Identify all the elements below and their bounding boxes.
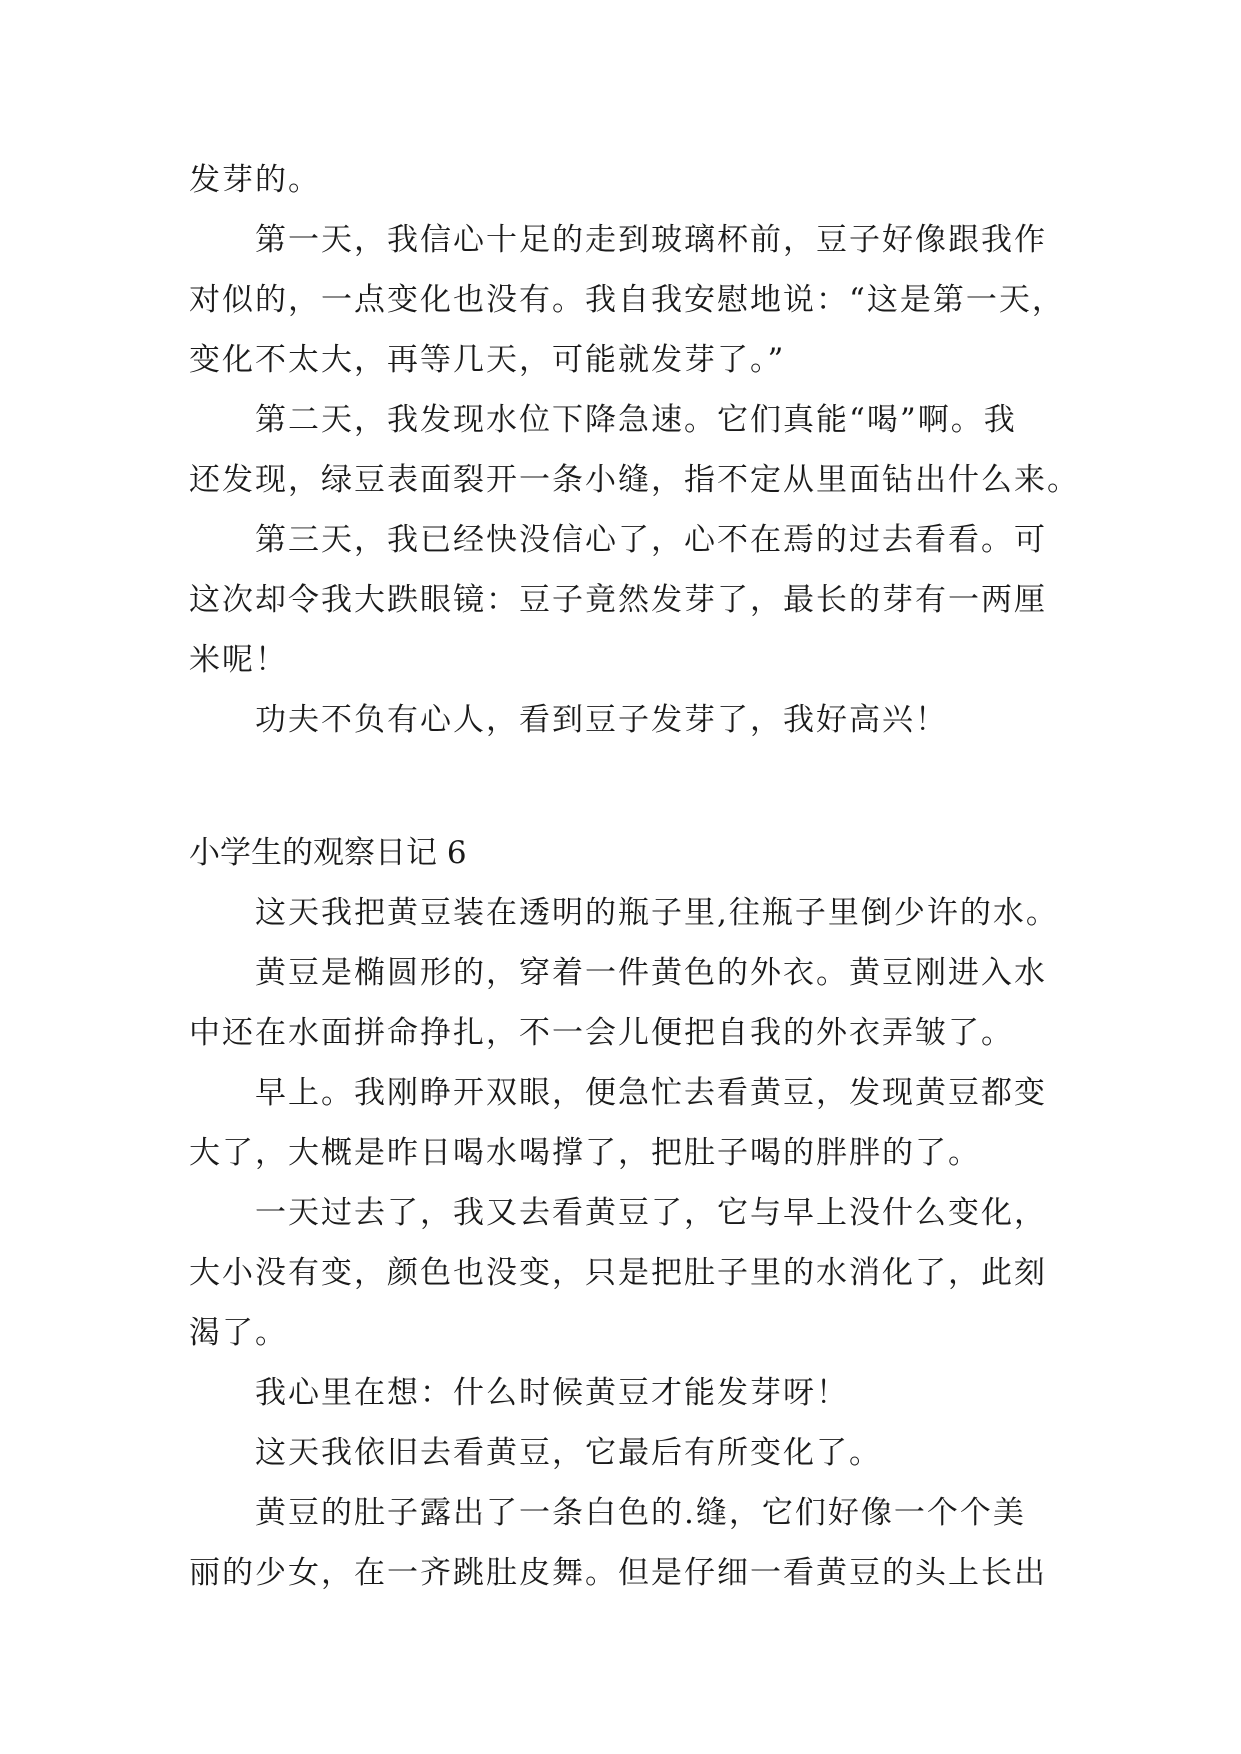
document-body xyxy=(189,150,1080,1603)
paragraph-line: 变化不太大，再等几天，可能就发芽了。” xyxy=(189,342,786,378)
section-heading: 小学生的观察日记 6 xyxy=(189,835,467,871)
paragraph-line: 中还在水面拼命挣扎，不一会儿便把自我的外衣弄皱了。 xyxy=(189,1015,1014,1051)
paragraph-line: 功夫不负有心人，看到豆子发芽了，我好高兴！ xyxy=(255,702,948,738)
paragraph-line: 大小没有变，颜色也没变，只是把肚子里的水消化了，此刻 xyxy=(189,1255,1047,1291)
paragraph-line: 黄豆是椭圆形的，穿着一件黄色的外衣。黄豆刚进入水 xyxy=(255,955,1047,991)
paragraph-line: 大了，大概是昨日喝水喝撑了，把肚子喝的胖胖的了。 xyxy=(189,1135,981,1171)
paragraph-line: 第一天，我信心十足的走到玻璃杯前，豆子好像跟我作 xyxy=(255,222,1047,258)
paragraph-line: 第三天，我已经快没信心了，心不在焉的过去看看。可 xyxy=(255,522,1047,558)
paragraph-line: 第二天，我发现水位下降急速。它们真能“喝”啊。我 xyxy=(255,402,1017,438)
paragraph-line: 一天过去了，我又去看黄豆了，它与早上没什么变化， xyxy=(255,1195,1047,1231)
paragraph-line: 这次却令我大跌眼镜：豆子竟然发芽了，最长的芽有一两厘 xyxy=(189,582,1047,618)
paragraph-line: 还发现，绿豆表面裂开一条小缝，指不定从里面钻出什么来。 xyxy=(189,462,1080,498)
paragraph-line: 这天我依旧去看黄豆，它最后有所变化了。 xyxy=(255,1435,882,1471)
paragraph-line: 丽的少女，在一齐跳肚皮舞。但是仔细一看黄豆的头上长出 xyxy=(189,1555,1047,1591)
section-spacer xyxy=(189,750,1055,823)
paragraph-line: 米呢！ xyxy=(189,642,288,678)
paragraph-line: 早上。我刚睁开双眼，便急忙去看黄豆，发现黄豆都变 xyxy=(255,1075,1047,1111)
paragraph-line: 发芽的。 xyxy=(189,162,321,198)
paragraph-line: 黄豆的肚子露出了一条白色的.缝，它们好像一个个美 xyxy=(255,1495,1026,1531)
paragraph-line: 我心里在想：什么时候黄豆才能发芽呀！ xyxy=(255,1375,849,1411)
paragraph-line: 这天我把黄豆装在透明的瓶子里,往瓶子里倒少许的水。 xyxy=(255,895,1059,931)
paragraph-line: 渴了。 xyxy=(189,1315,288,1351)
paragraph-line: 对似的，一点变化也没有。我自我安慰地说：“这是第一天， xyxy=(189,282,1065,318)
